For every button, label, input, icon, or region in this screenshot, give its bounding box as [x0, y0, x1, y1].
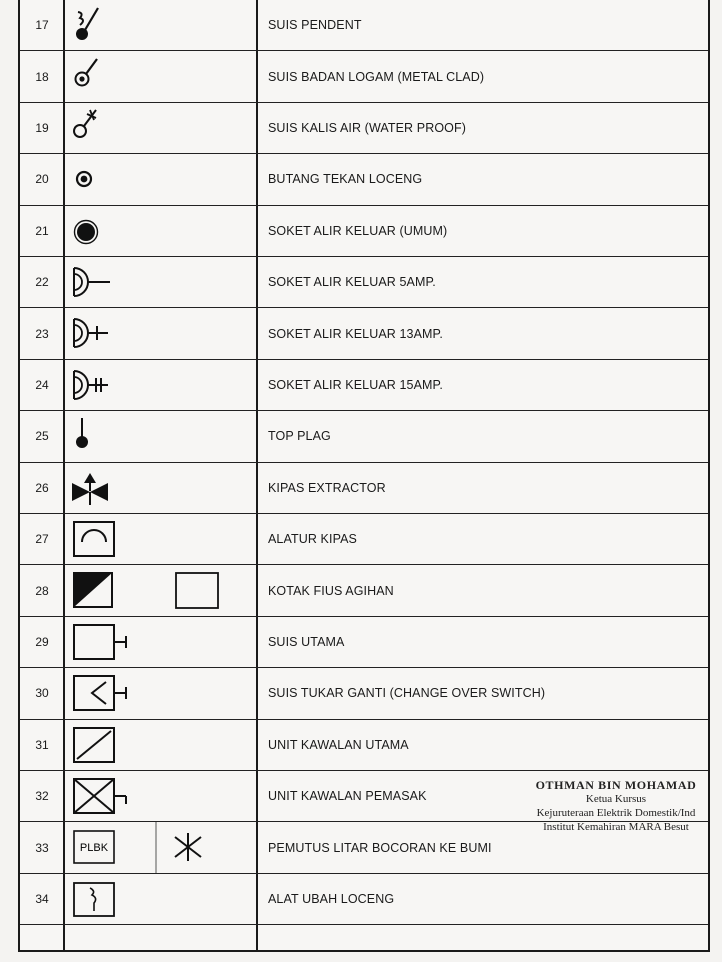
- table-row: [20, 463, 708, 514]
- plbk-box-text: PLBK: [79, 842, 109, 855]
- table-row: [20, 874, 708, 925]
- symbol-label: SOKET ALIR KELUAR 13AMP.: [268, 326, 443, 341]
- symbol-label: SUIS UTAMA: [268, 634, 345, 649]
- extractor-fan-icon: [66, 463, 256, 513]
- row-number: 22: [35, 275, 49, 290]
- symbol-label: UNIT KAWALAN UTAMA: [268, 737, 409, 752]
- stamp-name: OTHMAN BIN MOHAMAD: [535, 778, 697, 792]
- main-switch-icon: [66, 617, 256, 667]
- symbol-label: ALATUR KIPAS: [268, 532, 357, 547]
- table-row: [20, 720, 708, 771]
- socket-15a-icon: [66, 360, 256, 410]
- pendant-switch-icon: [66, 0, 256, 50]
- symbol-label: SUIS TUKAR GANTI (CHANGE OVER SWITCH): [268, 686, 546, 701]
- row-number: 23: [35, 326, 49, 341]
- row-number: 17: [35, 18, 49, 33]
- symbol-label: SOKET ALIR KELUAR 15AMP.: [268, 377, 443, 392]
- row-number: 28: [35, 583, 49, 598]
- symbol-label: SUIS PENDENT: [268, 18, 362, 33]
- socket-13a-icon: [66, 308, 256, 358]
- symbol-label: KIPAS EXTRACTOR: [268, 480, 386, 495]
- symbol-label: KOTAK FIUS AGIHAN: [268, 583, 394, 598]
- row-number: 26: [35, 480, 49, 495]
- symbol-label: SOKET ALIR KELUAR (UMUM): [268, 223, 448, 238]
- table-row: [20, 154, 708, 205]
- symbol-label: TOP PLAG: [268, 429, 331, 444]
- symbol-label: ALAT UBAH LOCENG: [268, 891, 395, 906]
- row-number: 24: [35, 377, 49, 392]
- waterproof-switch-icon: [66, 103, 256, 153]
- change-over-switch-icon: [66, 668, 256, 718]
- table-row: [20, 0, 708, 51]
- row-number: 27: [35, 532, 49, 547]
- row-number: 18: [35, 69, 49, 84]
- table-row: [20, 308, 708, 359]
- table-row: [20, 206, 708, 257]
- stamp-institute: Institut Kemahiran MARA Besut: [543, 821, 689, 833]
- symbol-label: BUTANG TEKAN LOCENG: [268, 172, 423, 187]
- table-row: [20, 51, 708, 102]
- row-number: 34: [35, 891, 49, 906]
- bell-push-icon: [66, 154, 256, 204]
- cooker-control-unit-icon: [66, 771, 256, 821]
- row-number: 29: [35, 634, 49, 649]
- row-number: 21: [35, 223, 49, 238]
- metal-clad-switch-icon: [66, 51, 256, 101]
- table-row: [20, 565, 708, 616]
- row-number: 25: [35, 429, 49, 444]
- symbol-label: PEMUTUS LITAR BOCORAN KE BUMI: [268, 840, 492, 855]
- top-plug-icon: [66, 411, 256, 461]
- row-number: 32: [35, 789, 49, 804]
- bell-transformer-icon: [66, 874, 256, 924]
- row-number: 20: [35, 172, 49, 187]
- table-row: [20, 411, 708, 462]
- row-number: 30: [35, 686, 49, 701]
- main-control-unit-icon: [66, 720, 256, 770]
- distribution-fuse-box-icon: [66, 565, 256, 615]
- table-row: [20, 103, 708, 154]
- row-number: 33: [35, 840, 49, 855]
- stamp-department: Kejuruteraan Elektrik Domestik/Ind: [536, 807, 696, 819]
- table-row: [20, 360, 708, 411]
- table-row: [20, 617, 708, 668]
- outlet-general-icon: [66, 206, 256, 256]
- symbol-label: SOKET ALIR KELUAR 5AMP.: [268, 275, 436, 290]
- symbol-label: UNIT KAWALAN PEMASAK: [268, 789, 427, 804]
- fan-regulator-icon: [66, 514, 256, 564]
- table-row: [20, 668, 708, 719]
- stamp-title: Ketua Kursus: [585, 793, 647, 805]
- table-row: [20, 257, 708, 308]
- symbol-label: SUIS BADAN LOGAM (METAL CLAD): [268, 69, 485, 84]
- row-number: 19: [35, 120, 49, 135]
- symbol-label: SUIS KALIS AIR (WATER PROOF): [268, 120, 466, 135]
- table-row: [20, 514, 708, 565]
- row-number: 31: [35, 737, 49, 752]
- socket-5a-icon: [66, 257, 256, 307]
- earth-leakage-breaker-icon: [66, 822, 256, 872]
- signature-stamp: [510, 778, 722, 838]
